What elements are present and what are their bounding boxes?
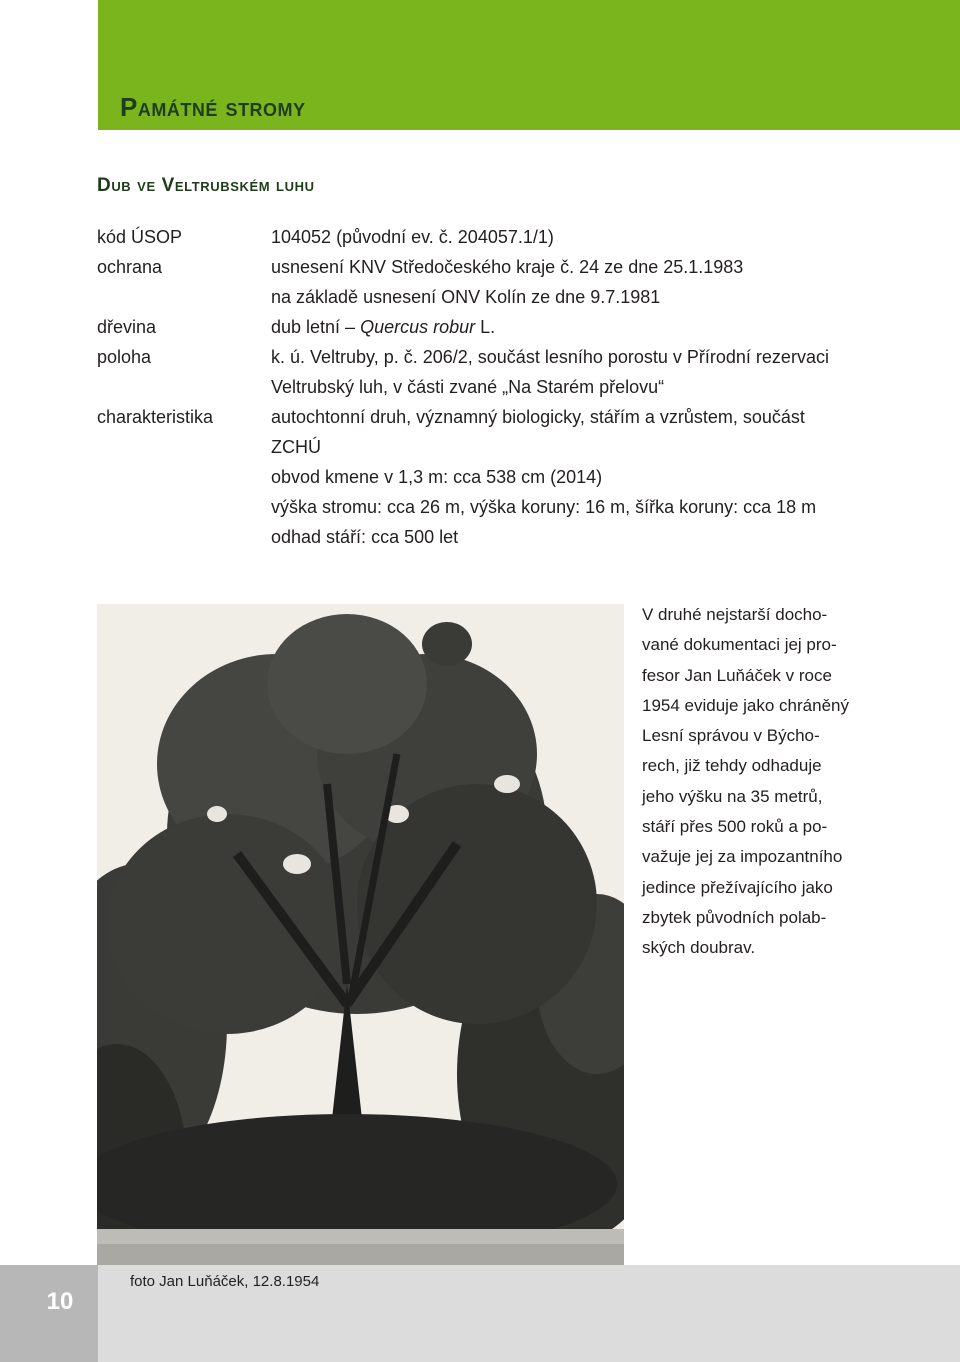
left-margin	[0, 0, 98, 1265]
side-text-line: fesor Jan Luňáček v roce	[642, 665, 832, 685]
photo-credit: foto Jan Luňáček, 12.8.1954	[130, 1273, 320, 1290]
info-row-location	[97, 342, 877, 402]
info-value	[271, 312, 877, 342]
info-label: charakteristika	[97, 407, 214, 427]
species-latin-name: Quercus robur	[360, 317, 476, 337]
side-text-line: zbytek původních polab-	[642, 907, 827, 927]
side-text-line: važuje jej za impozantního	[642, 847, 843, 867]
info-value-line: ZCHÚ	[271, 437, 321, 457]
info-value-line: usnesení KNV Středočeského kraje č. 24 ze dne 25.1.1983	[271, 257, 744, 277]
info-value-line: na základě usnesení ONV Kolín ze dne 9.7.1981	[271, 287, 661, 307]
side-text-line: jeho výšku na 35 metrů,	[642, 786, 823, 806]
species-common-name: dub letní –	[271, 317, 361, 337]
info-value-line	[271, 312, 877, 342]
tree-photo	[97, 604, 624, 1265]
info-value	[271, 402, 877, 552]
info-row-species	[97, 312, 877, 342]
info-value	[271, 222, 877, 252]
side-text-line: vané dokumentaci jej pro-	[642, 635, 837, 655]
info-value-line: obvod kmene v 1,3 m: cca 538 cm (2014)	[271, 467, 603, 487]
info-value	[271, 252, 877, 312]
page-number: 10	[46, 1288, 74, 1315]
side-text-line: 1954 eviduje jako chráněný	[642, 695, 849, 715]
side-text-line: rech, již tehdy odhaduje	[642, 756, 822, 776]
side-text	[642, 600, 864, 964]
info-value-line: 104052 (původní ev. č. 204057.1/1)	[271, 227, 554, 247]
info-label: kód ÚSOP	[97, 227, 183, 247]
info-value-line: Veltrubský luh, v části zvané „Na Starém přelovu“	[271, 377, 665, 397]
info-value-line: autochtonní druh, významný biologicky, stářím a vzrůstem, součást	[271, 407, 805, 427]
side-text-line: stáří přes 500 roků a po-	[642, 817, 828, 837]
tree-info-table	[97, 222, 877, 552]
tree-title: Dub ve Veltrubském luhu	[97, 175, 315, 196]
side-text-line: Lesní správou v Býcho-	[642, 726, 820, 746]
info-value	[271, 342, 877, 402]
info-row-characteristics	[97, 402, 877, 552]
info-label: ochrana	[97, 257, 163, 277]
info-row-code	[97, 222, 877, 252]
info-value-line: odhad stáří: cca 500 let	[271, 527, 459, 547]
info-value-line: k. ú. Veltruby, p. č. 206/2, součást lesního porostu v Přírodní rezervaci	[271, 347, 829, 367]
side-text-line: ských doubrav.	[642, 938, 756, 958]
info-label: poloha	[97, 347, 152, 367]
species-author: L.	[475, 317, 496, 337]
info-label: dřevina	[97, 317, 157, 337]
side-text-line: jedince přežívajícího jako	[642, 877, 833, 897]
side-text-line: V druhé nejstarší docho-	[642, 605, 828, 624]
info-value-line: výška stromu: cca 26 m, výška koruny: 16 m, šířka koruny: cca 18 m	[271, 497, 817, 517]
section-title: Památné stromy	[120, 92, 306, 122]
info-row-protection	[97, 252, 877, 312]
